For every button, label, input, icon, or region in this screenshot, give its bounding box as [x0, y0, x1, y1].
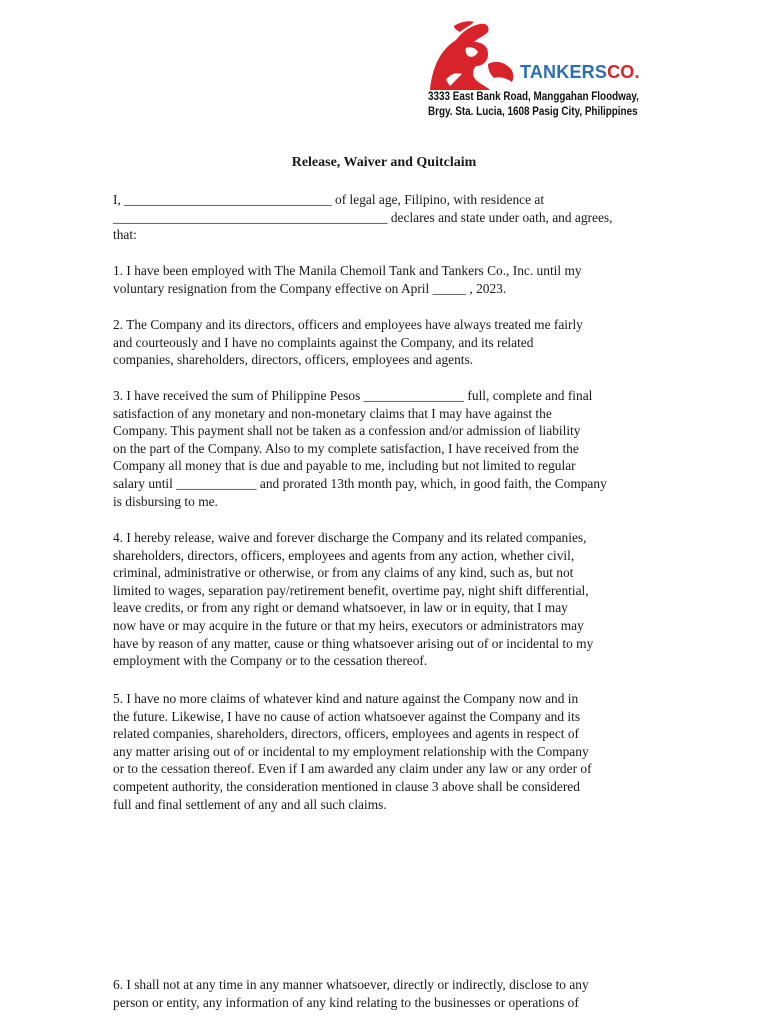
- text-line: competent authority, the consideration mentioned in clause 3 above shall be considered: [113, 778, 580, 794]
- clause-4: [113, 529, 673, 670]
- text-line: related companies, shareholders, directors, officers, employees and agents in respect of: [113, 726, 580, 742]
- clause-6: [113, 976, 673, 1011]
- text-line: Company. This payment shall not be taken as a confession and/or admission of liability: [113, 423, 581, 439]
- text-line: Company all money that is due and payable to me, including but not limited to regular: [113, 458, 576, 474]
- text-line: the future. Likewise, I have no cause of action whatsoever against the Company and its: [113, 708, 581, 724]
- text-line: _________________________________________ declares and state under oath, and agrees,: [113, 209, 613, 225]
- address-line: 3333 East Bank Road, Manggahan Floodway,: [428, 91, 639, 103]
- text-line: leave credits, or from any right or demand whatsoever, in law or in equity, that I may: [113, 600, 568, 616]
- text-line: that:: [113, 227, 137, 243]
- text-line: voluntary resignation from the Company effective on April _____ , 2023.: [113, 280, 507, 296]
- text-line: person or entity, any information of any kind relating to the businesses or operations of: [113, 994, 579, 1010]
- text-line: is disbursing to me.: [113, 493, 218, 509]
- text-line: companies, shareholders, directors, officers, employees and agents.: [113, 352, 474, 368]
- company-logo-icon: [426, 20, 526, 100]
- intro-paragraph: [113, 191, 673, 244]
- brand-name-part2: CO.: [607, 62, 640, 82]
- brand-name-part1: TANKERS: [520, 62, 608, 82]
- text-line: have by reason of any matter, cause or thing whatsoever arising out of or incidental to my: [113, 635, 594, 651]
- company-name: [520, 62, 640, 83]
- text-line: criminal, administrative or otherwise, or from any claims of any kind, such as, but not: [113, 565, 574, 581]
- text-line: 4. I hereby release, waive and forever discharge the Company and its related companies,: [113, 530, 587, 545]
- text-line: employment with the Company or to the cessation thereof.: [113, 653, 428, 669]
- document-title: Release, Waiver and Quitclaim: [291, 155, 477, 170]
- text-line: and courteously and I have no complaints against the Company, and its related: [113, 334, 534, 350]
- text-line: 3. I have received the sum of Philippine Pesos _______________ full, complete and final: [113, 388, 593, 403]
- letterhead: [426, 20, 756, 130]
- text-line: 6. I shall not at any time in any manner whatsoever, directly or indirectly, disclose to any: [113, 977, 589, 992]
- text-line: now have or may acquire in the future or that my heirs, executors or administrators may: [113, 617, 584, 633]
- text-line: 2. The Company and its directors, officers and employees have always treated me fairly: [113, 317, 583, 332]
- clause-1: [113, 262, 673, 297]
- text-line: full and final settlement of any and all such claims.: [113, 796, 387, 812]
- text-line: limited to wages, separation pay/retirement benefit, overtime pay, night shift differential,: [113, 582, 589, 598]
- text-line: 5. I have no more claims of whatever kind and nature against the Company now and in: [113, 691, 579, 706]
- text-line: shareholders, directors, officers, employees and agents from any action, whether civil,: [113, 547, 575, 563]
- text-line: or to the cessation thereof. Even if I am awarded any claim under any law or any order of: [113, 761, 592, 777]
- clause-5: [113, 690, 673, 813]
- address-line: Brgy. Sta. Lucia, 1608 Pasig City, Philippines: [428, 106, 638, 118]
- text-line: salary until ____________ and prorated 13th month pay, which, in good faith, the Company: [113, 475, 607, 491]
- clause-2: [113, 316, 673, 369]
- text-line: I, _______________________________ of legal age, Filipino, with residence at: [113, 192, 545, 207]
- company-address: [428, 90, 639, 120]
- clause-3: [113, 387, 673, 510]
- text-line: any matter arising out of or incidental to my employment relationship with the Company: [113, 743, 589, 759]
- text-line: 1. I have been employed with The Manila Chemoil Tank and Tankers Co., Inc. until my: [113, 263, 582, 278]
- text-line: satisfaction of any monetary and non-monetary claims that I may have against the: [113, 405, 552, 421]
- text-line: on the part of the Company. Also to my complete satisfaction, I have received from the: [113, 440, 579, 456]
